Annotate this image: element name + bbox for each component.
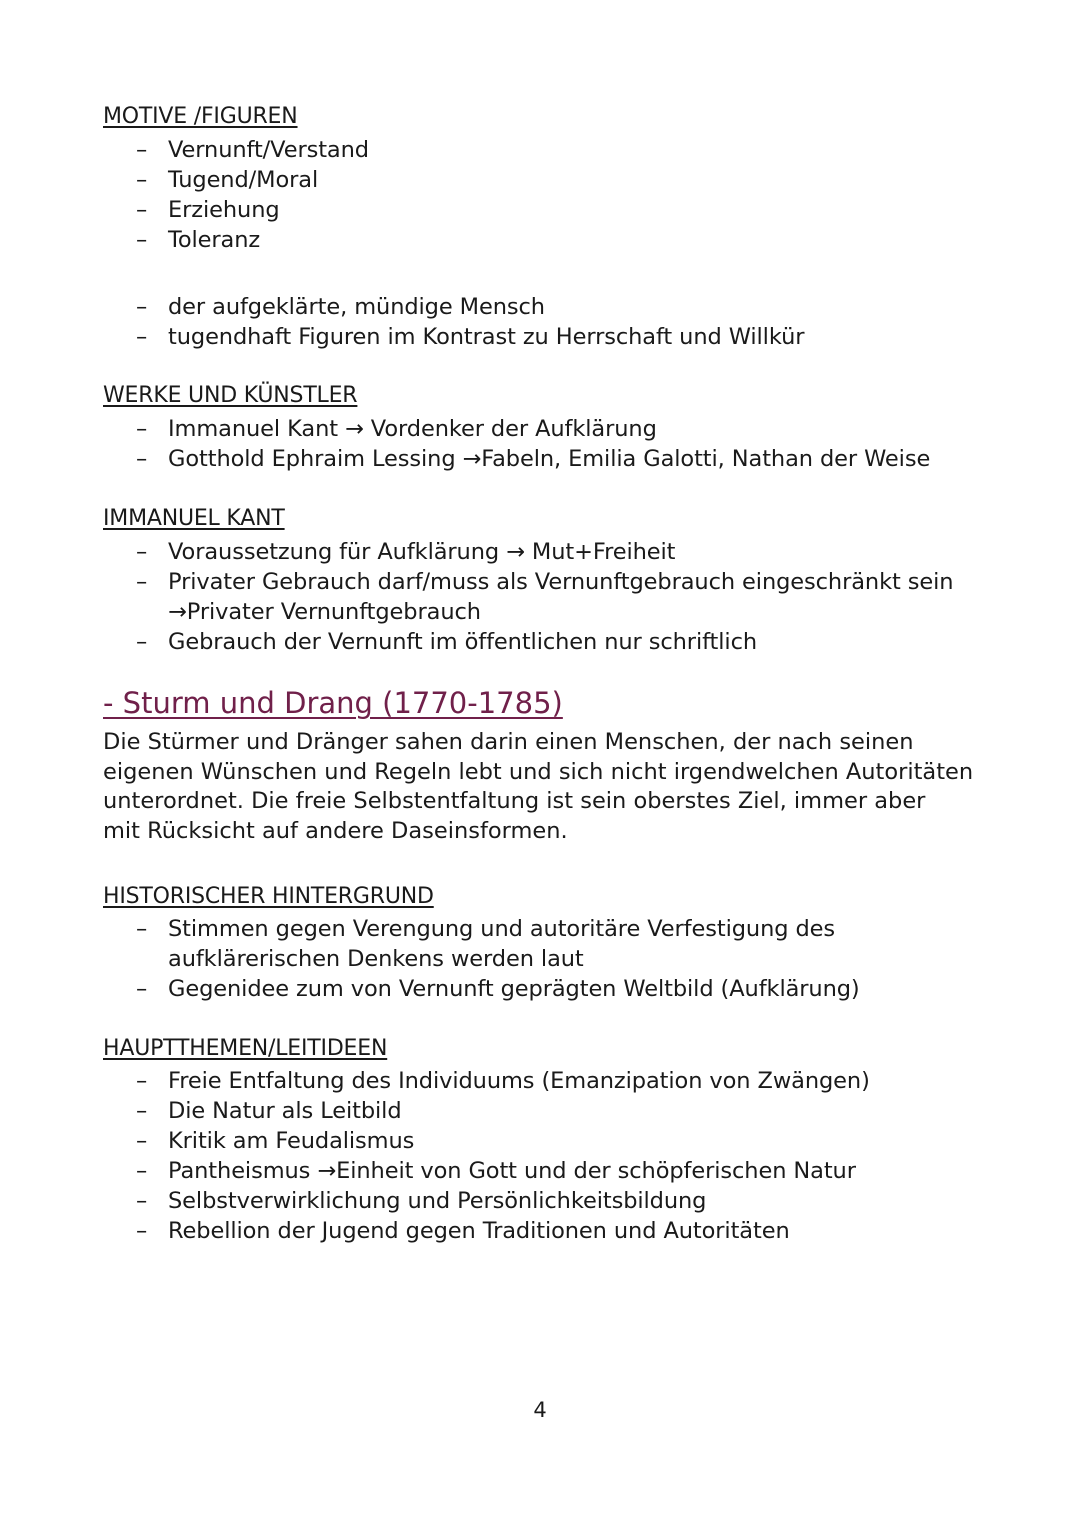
kant-list (0, 537, 953, 657)
hintergrund-heading: HISTORISCHER HINTERGRUND (103, 884, 434, 909)
intro-line: eigenen Wünschen und Regeln lebt und sich nicht irgendwelchen Autoritäten (103, 758, 974, 785)
themen-heading: HAUPTTHEMEN/LEITIDEEN (103, 1036, 388, 1061)
epoch-title: - Sturm und Drang (1770-1785) (103, 686, 563, 720)
list-item: – Immanuel Kant → Vordenker der Aufklärung (0, 414, 930, 444)
intro-line: Die Stürmer und Dränger sahen darin einen Menschen, der nach seinen (103, 729, 914, 755)
list-item: – Toleranz (0, 225, 369, 255)
list-item: – Voraussetzung für Aufklärung → Mut+Freiheit (0, 537, 953, 567)
list-item: – Vernunft/Verstand (0, 135, 369, 165)
list-item: – der aufgeklärte, mündige Mensch (0, 292, 804, 322)
list-item: – Kritik am Feudalismus (0, 1126, 870, 1156)
hintergrund-list (0, 914, 860, 1004)
list-item: – Die Natur als Leitbild (0, 1096, 870, 1126)
list-item-continuation: →Privater Vernunftgebrauch (168, 599, 481, 625)
intro-line: mit Rücksicht auf andere Daseinsformen. (103, 817, 568, 844)
themen-list (0, 1066, 870, 1246)
list-item: – Stimmen gegen Verengung und autoritäre Verfestigung des (0, 914, 860, 944)
list-item: – Pantheismus →Einheit von Gott und der schöpferischen Natur (0, 1156, 870, 1186)
list-item: – Rebellion der Jugend gegen Traditionen und Autoritäten (0, 1216, 870, 1246)
list-item: – Erziehung (0, 195, 369, 225)
list-item: – Tugend/Moral (0, 165, 369, 195)
list-item: – Privater Gebrauch darf/muss als Vernunftgebrauch eingeschränkt sein (0, 567, 953, 597)
list-item-continuation: aufklärerischen Denkens werden laut (168, 946, 584, 972)
werke-heading: WERKE UND KÜNSTLER (103, 383, 358, 408)
list-item: – Gebrauch der Vernunft im öffentlichen nur schriftlich (0, 627, 953, 657)
intro-line: unterordnet. Die freie Selbstentfaltung ist sein oberstes Ziel, immer aber (103, 788, 926, 814)
list-item: – tugendhaft Figuren im Kontrast zu Herrschaft und Willkür (0, 322, 804, 352)
list-item: – Selbstverwirklichung und Persönlichkeitsbildung (0, 1186, 870, 1216)
list-item: – Gegenidee zum von Vernunft geprägten Weltbild (Aufklärung) (0, 974, 860, 1004)
motive-heading: MOTIVE /FIGUREN (103, 104, 298, 129)
epoch-intro (103, 728, 1003, 846)
list-item: – Freie Entfaltung des Individuums (Emanzipation von Zwängen) (0, 1066, 870, 1096)
motive-list-a (0, 135, 369, 255)
kant-heading: IMMANUEL KANT (103, 506, 285, 531)
page-number: 4 (533, 1398, 547, 1422)
motive-list-b (0, 292, 804, 352)
list-item: – Gotthold Ephraim Lessing →Fabeln, Emilia Galotti, Nathan der Weise (0, 444, 930, 474)
werke-list (0, 414, 930, 474)
